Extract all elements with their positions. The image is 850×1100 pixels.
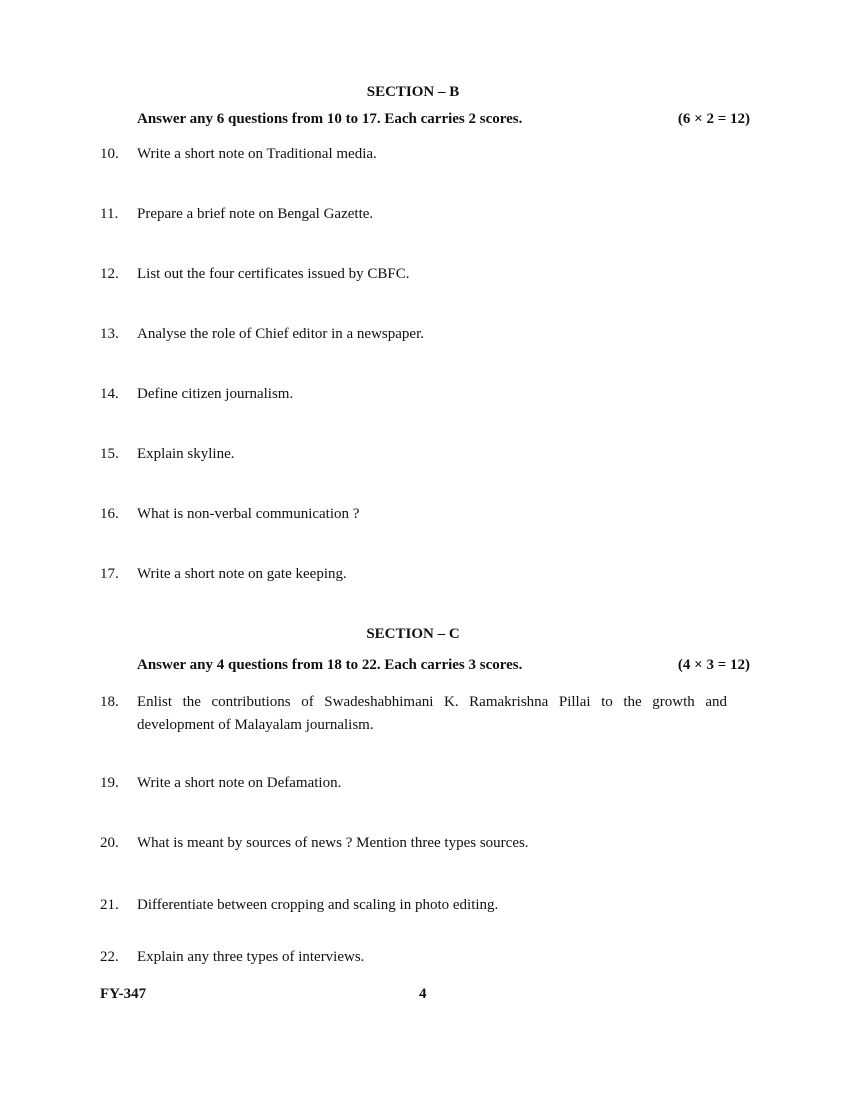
question-text: Write a short note on gate keeping.: [137, 566, 347, 582]
question-text: List out the four certificates issued by CBFC.: [137, 266, 410, 282]
question-text: What is meant by sources of news ? Mention three types sources.: [137, 835, 529, 851]
section-c-title: SECTION – C: [366, 626, 460, 642]
question-number: 16.: [100, 506, 119, 522]
paper-code: FY-347: [100, 986, 147, 1002]
question-text: Explain any three types of interviews.: [137, 949, 365, 965]
question-number: 19.: [100, 775, 119, 791]
question-text: Enlist the contributions of Swadeshabhimani K. Ramakrishna Pillai to the growth and development of Malayalam journalism.: [137, 694, 727, 733]
section-c-marks: (4 × 3 = 12): [677, 657, 750, 673]
page-number: 4: [419, 986, 427, 1002]
question-text: Explain skyline.: [137, 446, 235, 462]
section-b-title: SECTION – B: [366, 84, 460, 100]
question-text: Write a short note on Defamation.: [137, 775, 342, 791]
question-number: 17.: [100, 566, 119, 582]
question-number: 15.: [100, 446, 119, 462]
question-number: 12.: [100, 266, 119, 282]
question-number: 21.: [100, 897, 119, 913]
question-text: Define citizen journalism.: [137, 386, 294, 402]
question-text: What is non-verbal communication ?: [137, 506, 360, 522]
question-text: Prepare a brief note on Bengal Gazette.: [137, 206, 374, 222]
question-number: 14.: [100, 386, 119, 402]
question-number: 20.: [100, 835, 119, 851]
question-number: 13.: [100, 326, 119, 342]
question-text: Write a short note on Traditional media.: [137, 146, 377, 162]
question-text: Differentiate between cropping and scaling in photo editing.: [137, 897, 499, 913]
question-number: 11.: [100, 206, 119, 222]
section-b-marks: (6 × 2 = 12): [677, 111, 750, 127]
section-b-instruction: Answer any 6 questions from 10 to 17. Each carries 2 scores.: [137, 111, 523, 127]
section-c-instruction: Answer any 4 questions from 18 to 22. Each carries 3 scores.: [137, 657, 523, 673]
question-number: 22.: [100, 949, 119, 965]
question-text: Analyse the role of Chief editor in a newspaper.: [137, 326, 424, 342]
question-number: 10.: [100, 146, 119, 162]
question-number: 18.: [100, 694, 119, 710]
